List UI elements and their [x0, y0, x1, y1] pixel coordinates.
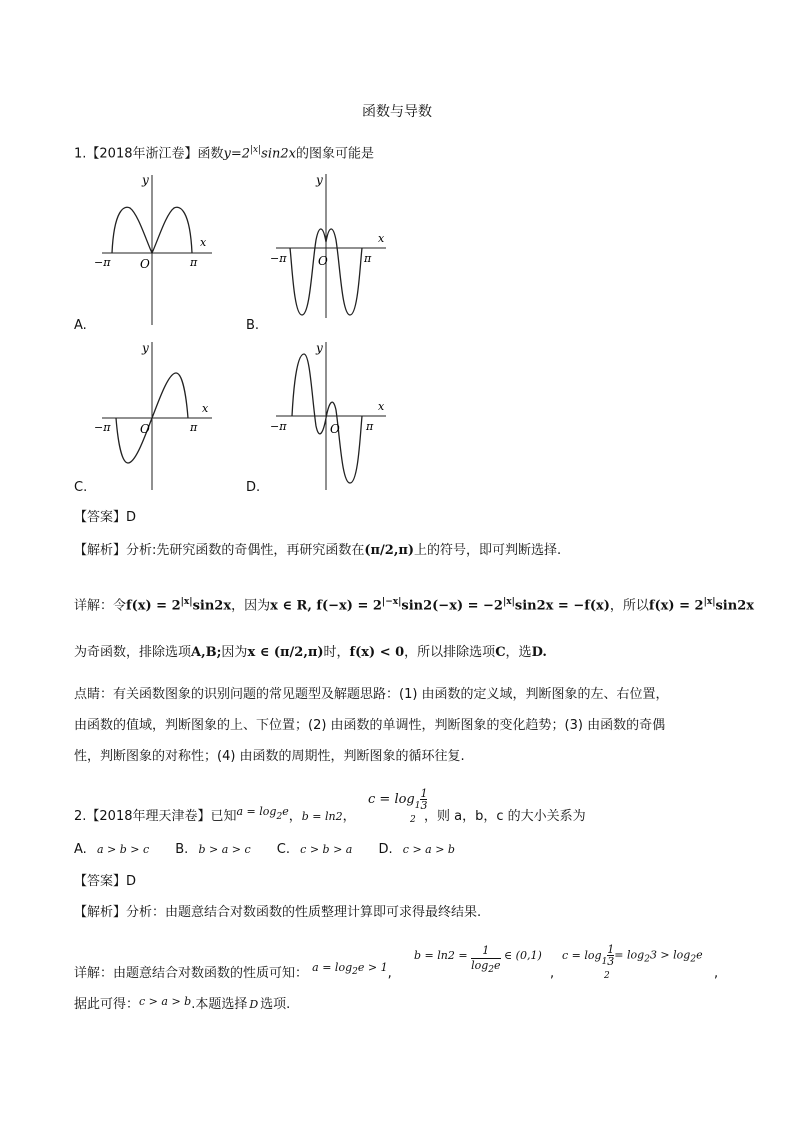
- graph-d-pi: π: [366, 420, 374, 433]
- graph-b-x-label: x: [378, 232, 385, 245]
- q2-c-frac: [420, 788, 427, 811]
- q2-detail-c-lhs: c = log: [562, 948, 602, 962]
- q2-a-sub: 2: [276, 811, 283, 822]
- q2-detail: 详解：由题意结合对数函数的性质可知： $^{a = log_2e > 1}$,: [74, 961, 392, 981]
- graph-a-y-label: y: [142, 173, 149, 187]
- q2-detail-c-sub2: 2: [604, 971, 610, 981]
- q2-detail-a-expr: [312, 961, 388, 978]
- q2-detail-a-expr-text: a = log: [312, 961, 353, 974]
- graph-c-pi: π: [190, 421, 198, 434]
- q1-stem-suffix: 的图象可能是: [295, 146, 374, 162]
- q2-opt-b-label: B.: [175, 842, 189, 857]
- q2-analysis: 【解析】分析：由题意结合对数函数的性质整理计算即可求得最终结果.: [74, 905, 482, 920]
- q2-stem-prefix: 2.【2018年理天津卷】已知: [74, 809, 237, 824]
- graph-a-x-label: x: [200, 236, 207, 249]
- q1-detail1-i-exp: |x|: [703, 597, 716, 607]
- q2-detail-a-sub: 2: [352, 967, 358, 978]
- q2-detail-comma-c: ,: [714, 966, 719, 981]
- q2-detail-b-frac: [471, 944, 500, 977]
- q2-detail-c: [562, 944, 703, 968]
- q2-conclusion-c: 选项.: [260, 997, 291, 1012]
- q1-stem-exp: |x|: [250, 145, 262, 155]
- q1-analysis: [74, 543, 561, 559]
- graph-d-y-label: y: [316, 341, 323, 355]
- q2-c-sub2: 2: [410, 815, 416, 825]
- q1-detail2-i: ，选: [505, 645, 532, 660]
- q2-detail-a-tail: e > 1: [357, 961, 388, 974]
- q2-detail-b-lhs: b = ln2 =: [414, 949, 468, 962]
- q2-conclusion-a: 据此可得：: [74, 997, 140, 1012]
- q1-detail1-g: sin2x = −f(x): [514, 598, 610, 614]
- graph-d-origin: O: [330, 422, 340, 436]
- graph-b-pi: π: [364, 252, 372, 265]
- q1-stem: [74, 142, 374, 162]
- q2-c-frac-num: 1: [420, 787, 428, 800]
- q1-detail2-j: D.: [531, 645, 547, 660]
- q2-detail-b-den-text: log: [471, 959, 489, 972]
- q2-opt-a-label: A.: [74, 842, 87, 857]
- q1-remark-line3: 性，判断图象的对称性；(4) 由函数的周期性，判断图象的循环往复.: [74, 749, 465, 764]
- q2-detail-c-tail-sub: 2: [644, 954, 650, 965]
- q1-analysis-interval: (π/2,π): [364, 543, 415, 558]
- q1-detail1-d: ，因为: [231, 598, 271, 614]
- graph-a-neg-pi: −π: [94, 256, 111, 269]
- q2-c-sub: 1: [414, 801, 421, 811]
- q2-opt-b: b > a > c: [198, 843, 251, 856]
- q2-stem: [74, 805, 356, 830]
- q2-a-def: a = log: [236, 805, 277, 818]
- q1-detail1-a: 详解：令: [74, 598, 127, 614]
- graph-a-origin: O: [140, 257, 150, 271]
- page-title: 函数与导数: [362, 104, 432, 120]
- q2-detail-b-tail: ∈ (0,1): [504, 949, 542, 962]
- q2-detail-c-tail2: 3 > log: [649, 948, 691, 962]
- graph-a: [92, 170, 232, 330]
- q2-detail-b-den-sub: 2: [488, 965, 494, 976]
- q2-conclusion-expr: c > a > b: [139, 995, 192, 1008]
- q1-detail2-b: A,B;: [191, 645, 222, 660]
- graph-d-curve: [292, 354, 362, 483]
- q2-c-frac-den: 3: [420, 799, 428, 812]
- q2-comma1: ，: [288, 809, 302, 824]
- q1-detail1-b-exp: |x|: [180, 597, 193, 607]
- q1-detail2-e: 时，: [323, 645, 350, 660]
- q2-opt-d-label: D.: [378, 842, 393, 857]
- q1-stem-prefix: 1.【2018年浙江卷】函数: [74, 146, 224, 162]
- q2-detail-b-den-tail: e: [494, 959, 501, 972]
- q2-detail-b-num: 1: [482, 944, 490, 957]
- q2-conclusion-b: .本题选择: [191, 997, 248, 1012]
- q2-options: [74, 842, 455, 858]
- graph-c-origin: O: [140, 422, 150, 436]
- q2-detail-c-tail3: e: [696, 948, 703, 962]
- option-d-label: D.: [246, 480, 261, 495]
- graph-c-x-label: x: [202, 402, 209, 415]
- graph-b: [266, 170, 426, 330]
- graph-b-neg-pi: −π: [270, 252, 287, 265]
- q1-stem-func2: sin2x: [261, 146, 296, 162]
- q2-detail-a: 详解：由题意结合对数函数的性质可知：: [74, 966, 309, 981]
- q1-detail1-b: f(x) = 2: [126, 598, 181, 614]
- q1-detail1-e: x ∈ R, f(−x) = 2: [270, 598, 382, 614]
- graph-d-neg-pi: −π: [270, 420, 287, 433]
- q1-detail-line1: [74, 594, 754, 614]
- q1-detail1-i: f(x) = 2: [648, 598, 704, 614]
- graph-d: [266, 338, 426, 498]
- graph-c-neg-pi: −π: [94, 421, 111, 434]
- q1-detail1-h: ，所以: [609, 598, 649, 614]
- option-c-label: C.: [74, 480, 88, 495]
- q1-detail1-f: sin2(−x) = −2: [401, 598, 503, 614]
- q2-conclusion: [74, 997, 290, 1013]
- q2-detail-b: [414, 944, 542, 977]
- graph-b-y-label: y: [316, 173, 323, 187]
- q1-stem-func: y=2: [223, 146, 251, 162]
- q1-answer: 【答案】D: [74, 510, 137, 525]
- q1-detail2-g: ，所以排除选项: [404, 645, 496, 660]
- q2-b-def: b = ln2: [301, 810, 343, 823]
- q1-detail2-f: f(x) < 0: [349, 645, 405, 660]
- q2-detail-c-num: 1: [607, 943, 615, 956]
- q1-detail1-j: sin2x: [715, 598, 754, 614]
- q1-detail1-e-exp: |−x|: [381, 597, 402, 607]
- q2-c-definition: [368, 788, 427, 811]
- q2-opt-a: a > b > c: [96, 843, 150, 856]
- q1-detail2-a: 为奇函数，排除选项: [74, 645, 192, 660]
- graph-d-x-label: x: [378, 400, 385, 413]
- q1-detail2-d: x ∈ (π/2,π): [247, 645, 324, 660]
- q1-detail2-h: C: [495, 645, 506, 660]
- graph-a-pi: π: [190, 256, 198, 269]
- q2-detail-b-den: [471, 958, 500, 977]
- q2-opt-c: c > b > a: [300, 843, 353, 856]
- q2-comma2: ，: [342, 809, 356, 824]
- option-a-label: A.: [74, 318, 87, 333]
- q2-opt-c-label: C.: [276, 842, 291, 857]
- q1-detail2-c: 因为: [221, 645, 248, 660]
- q1-detail1-c: sin2x: [192, 598, 232, 614]
- q2-detail-c-tail-sub2: 2: [690, 954, 697, 965]
- q2-detail-c-sub: 1: [601, 956, 608, 967]
- q2-detail-c-den: 3: [607, 955, 615, 968]
- q1-detail-line2: [74, 645, 547, 661]
- q2-conclusion-d: D: [249, 998, 259, 1011]
- q2-a-arg: e: [282, 805, 289, 818]
- q1-detail1-f-exp: |x|: [502, 597, 515, 607]
- q1-analysis-tail: 上的符号，即可判断选择.: [414, 543, 562, 558]
- graph-b-origin: O: [318, 254, 328, 268]
- q2-answer: 【答案】D: [74, 874, 137, 889]
- q2-detail-c-tail: = log: [614, 948, 645, 962]
- q1-analysis-head: 【解析】分析:先研究函数的奇偶性，再研究函数在: [74, 543, 365, 558]
- graph-c-y-label: y: [142, 341, 149, 355]
- q2-detail-comma-b: ,: [550, 966, 555, 981]
- graph-c: [92, 338, 232, 498]
- q2-stem-suffix: ，则 a，b，c 的大小关系为: [424, 809, 586, 824]
- q1-remark-line2: 由函数的值域，判断图象的上、下位置；(2) 由函数的单调性，判断图象的变化趋势；(3) 由函数的奇偶: [74, 718, 666, 733]
- q2-opt-d: c > a > b: [402, 843, 455, 856]
- q1-remark-line1: 点睛：有关函数图象的识别问题的常见题型及解题思路：(1) 由函数的定义域，判断图象的左、右位置，: [74, 687, 669, 702]
- option-b-label: B.: [246, 318, 260, 333]
- q2-c-def: c = log: [368, 792, 415, 807]
